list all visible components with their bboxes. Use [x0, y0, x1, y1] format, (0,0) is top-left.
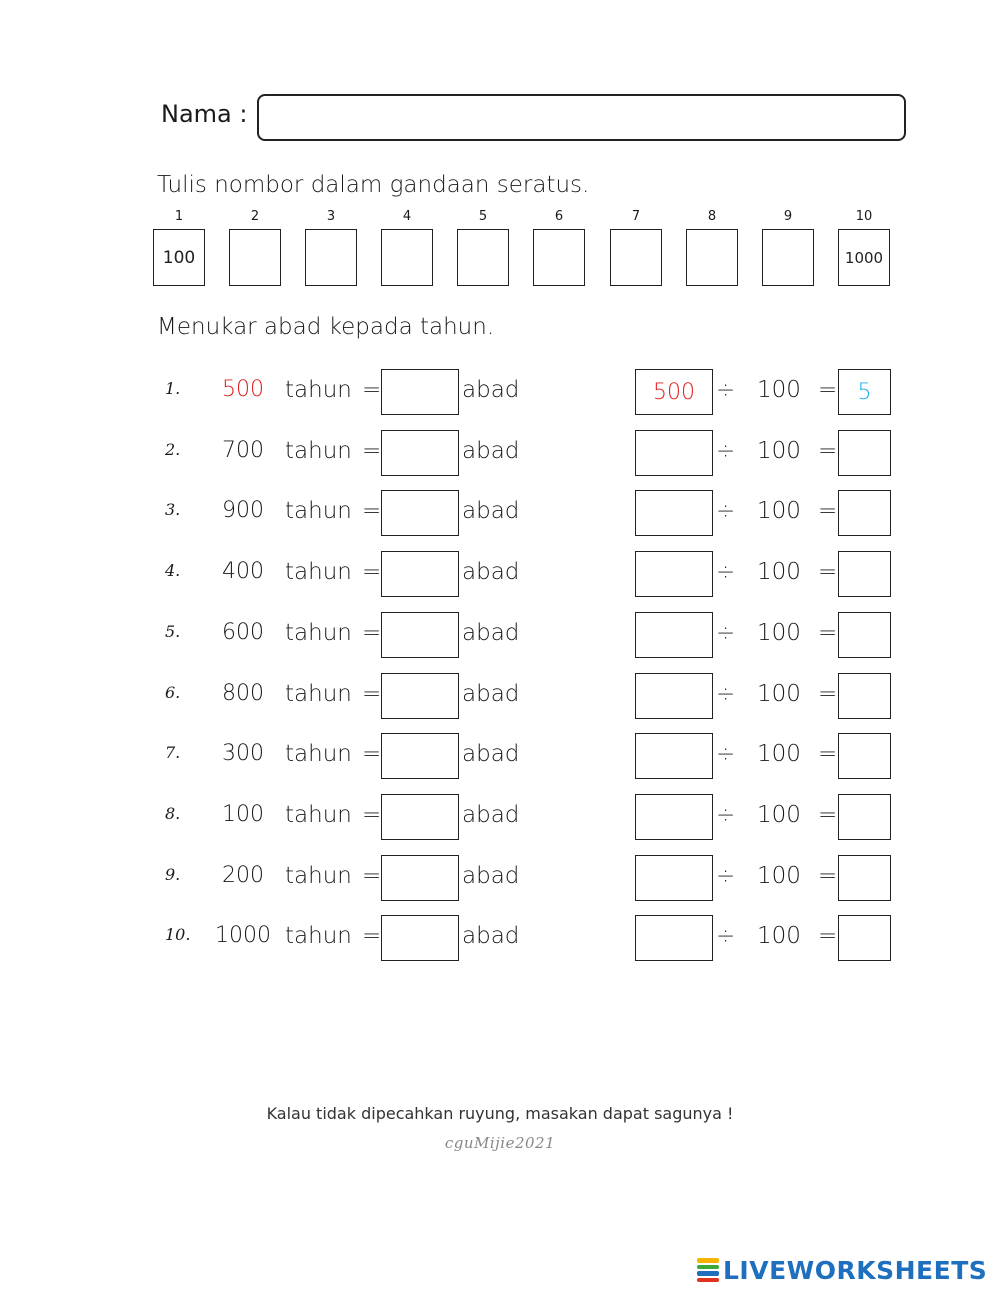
dividend-given-value: 500 [635, 369, 713, 415]
sequence-answer-input[interactable] [381, 229, 433, 286]
unit-century: abad [462, 438, 520, 464]
conversion-row [0, 551, 1000, 597]
equals-sign: = [362, 681, 382, 707]
dividend-input[interactable] [635, 673, 713, 719]
equals-sign: = [362, 863, 382, 889]
sequence-given-value: 100 [153, 229, 205, 286]
sequence-index: 7 [631, 209, 641, 224]
sequence-index: 9 [783, 209, 793, 224]
conversion-row [0, 673, 1000, 719]
logo-block [697, 1265, 719, 1270]
years-value: 600 [222, 620, 264, 645]
sequence-answer-input[interactable] [305, 229, 357, 286]
sequence-index: 6 [554, 209, 564, 224]
conversion-row [0, 915, 1000, 961]
unit-years: tahun [285, 802, 352, 828]
logo-block [697, 1278, 719, 1283]
dividend-input[interactable] [635, 855, 713, 901]
conversion-row [0, 369, 1000, 415]
years-value: 800 [222, 681, 264, 706]
conversion-row [0, 612, 1000, 658]
question-number: 7. [165, 743, 181, 762]
divisor-value: 100 [757, 377, 801, 403]
unit-years: tahun [285, 559, 352, 585]
unit-century: abad [462, 802, 520, 828]
question-number: 4. [165, 561, 181, 580]
unit-century: abad [462, 377, 520, 403]
logo-block [697, 1271, 719, 1276]
question-number: 5. [165, 622, 181, 641]
divisor-value: 100 [757, 498, 801, 524]
dividend-input[interactable] [635, 915, 713, 961]
unit-century: abad [462, 741, 520, 767]
equals-sign: = [818, 863, 838, 889]
century-answer-input[interactable] [381, 733, 459, 779]
conversion-row [0, 733, 1000, 779]
conversion-row [0, 490, 1000, 536]
divisor-value: 100 [757, 802, 801, 828]
century-answer-input[interactable] [381, 915, 459, 961]
equals-sign: = [362, 559, 382, 585]
dividend-input[interactable] [635, 733, 713, 779]
question-number: 3. [165, 500, 181, 519]
dividend-input[interactable] [635, 794, 713, 840]
liveworksheets-brand [697, 1255, 987, 1285]
equals-sign: = [362, 377, 382, 403]
result-input[interactable] [838, 612, 891, 658]
century-answer-input[interactable] [381, 490, 459, 536]
century-answer-input[interactable] [381, 855, 459, 901]
equals-sign: = [362, 802, 382, 828]
equals-sign: = [362, 438, 382, 464]
years-value: 100 [222, 802, 264, 827]
question-number: 10. [165, 925, 191, 944]
divide-sign: ÷ [716, 498, 736, 524]
years-value: 700 [222, 438, 264, 463]
divide-sign: ÷ [716, 681, 736, 707]
unit-century: abad [462, 620, 520, 646]
century-answer-input[interactable] [381, 430, 459, 476]
dividend-input[interactable] [635, 430, 713, 476]
section2-heading: Menukar abad kepada tahun. [157, 314, 495, 340]
unit-years: tahun [285, 741, 352, 767]
years-value: 500 [222, 377, 264, 402]
sequence-index: 3 [326, 209, 336, 224]
unit-century: abad [462, 559, 520, 585]
result-input[interactable] [838, 733, 891, 779]
sequence-index: 4 [402, 209, 412, 224]
years-value: 1000 [215, 923, 271, 948]
equals-sign: = [818, 923, 838, 949]
result-input[interactable] [838, 855, 891, 901]
unit-years: tahun [285, 438, 352, 464]
brand-name: LIVEWORKSHEETS [723, 1255, 988, 1285]
conversion-row [0, 430, 1000, 476]
century-answer-input[interactable] [381, 551, 459, 597]
sequence-index: 8 [707, 209, 717, 224]
divide-sign: ÷ [716, 923, 736, 949]
unit-years: tahun [285, 620, 352, 646]
dividend-input[interactable] [635, 551, 713, 597]
divisor-value: 100 [757, 681, 801, 707]
years-value: 300 [222, 741, 264, 766]
unit-years: tahun [285, 377, 352, 403]
question-number: 6. [165, 683, 181, 702]
equals-sign: = [818, 377, 838, 403]
question-number: 1. [165, 379, 181, 398]
unit-years: tahun [285, 923, 352, 949]
sequence-answer-input[interactable] [229, 229, 281, 286]
century-answer-input[interactable] [381, 794, 459, 840]
sequence-index: 2 [250, 209, 260, 224]
dividend-input[interactable] [635, 490, 713, 536]
century-answer-input[interactable] [381, 673, 459, 719]
divide-sign: ÷ [716, 863, 736, 889]
sequence-given-value: 1000 [838, 229, 890, 286]
unit-century: abad [462, 923, 520, 949]
equals-sign: = [818, 620, 838, 646]
sequence-index: 10 [855, 209, 873, 224]
unit-years: tahun [285, 681, 352, 707]
proverb-text: Kalau tidak dipecahkan ruyung, masakan dapat sagunya ! [266, 1104, 734, 1123]
sequence-answer-input[interactable] [686, 229, 738, 286]
question-number: 9. [165, 865, 181, 884]
divisor-value: 100 [757, 863, 801, 889]
result-input[interactable] [838, 551, 891, 597]
question-number: 2. [165, 440, 181, 459]
unit-years: tahun [285, 498, 352, 524]
divisor-value: 100 [757, 438, 801, 464]
equals-sign: = [818, 802, 838, 828]
logo-block [697, 1258, 719, 1263]
divide-sign: ÷ [716, 802, 736, 828]
divisor-value: 100 [757, 559, 801, 585]
equals-sign: = [362, 620, 382, 646]
result-input[interactable] [838, 673, 891, 719]
divisor-value: 100 [757, 923, 801, 949]
conversion-row [0, 855, 1000, 901]
dividend-input[interactable] [635, 612, 713, 658]
equals-sign: = [818, 741, 838, 767]
divide-sign: ÷ [716, 620, 736, 646]
divide-sign: ÷ [716, 741, 736, 767]
equals-sign: = [362, 923, 382, 949]
century-answer-input[interactable] [381, 369, 459, 415]
equals-sign: = [362, 498, 382, 524]
century-answer-input[interactable] [381, 612, 459, 658]
equals-sign: = [818, 681, 838, 707]
sequence-answer-input[interactable] [457, 229, 509, 286]
result-given-value: 5 [838, 369, 891, 415]
divisor-value: 100 [757, 741, 801, 767]
name-label: Nama : [161, 100, 248, 128]
sequence-index: 5 [478, 209, 488, 224]
section1-heading: Tulis nombor dalam gandaan seratus. [157, 172, 590, 198]
divide-sign: ÷ [716, 438, 736, 464]
result-input[interactable] [838, 915, 891, 961]
question-number: 8. [165, 804, 181, 823]
result-input[interactable] [838, 794, 891, 840]
unit-century: abad [462, 863, 520, 889]
divide-sign: ÷ [716, 559, 736, 585]
result-input[interactable] [838, 490, 891, 536]
conversion-row [0, 794, 1000, 840]
equals-sign: = [362, 741, 382, 767]
equals-sign: = [818, 438, 838, 464]
divide-sign: ÷ [716, 377, 736, 403]
sequence-answer-input[interactable] [762, 229, 814, 286]
years-value: 200 [222, 863, 264, 888]
sequence-answer-input[interactable] [533, 229, 585, 286]
years-value: 900 [222, 498, 264, 523]
equals-sign: = [818, 498, 838, 524]
unit-years: tahun [285, 863, 352, 889]
name-input[interactable] [257, 94, 906, 141]
result-input[interactable] [838, 430, 891, 476]
liveworksheets-logo-icon [697, 1257, 719, 1283]
unit-century: abad [462, 498, 520, 524]
author-signature: cguMijie2021 [444, 1134, 556, 1152]
sequence-answer-input[interactable] [610, 229, 662, 286]
years-value: 400 [222, 559, 264, 584]
equals-sign: = [818, 559, 838, 585]
divisor-value: 100 [757, 620, 801, 646]
unit-century: abad [462, 681, 520, 707]
sequence-index: 1 [174, 209, 184, 224]
